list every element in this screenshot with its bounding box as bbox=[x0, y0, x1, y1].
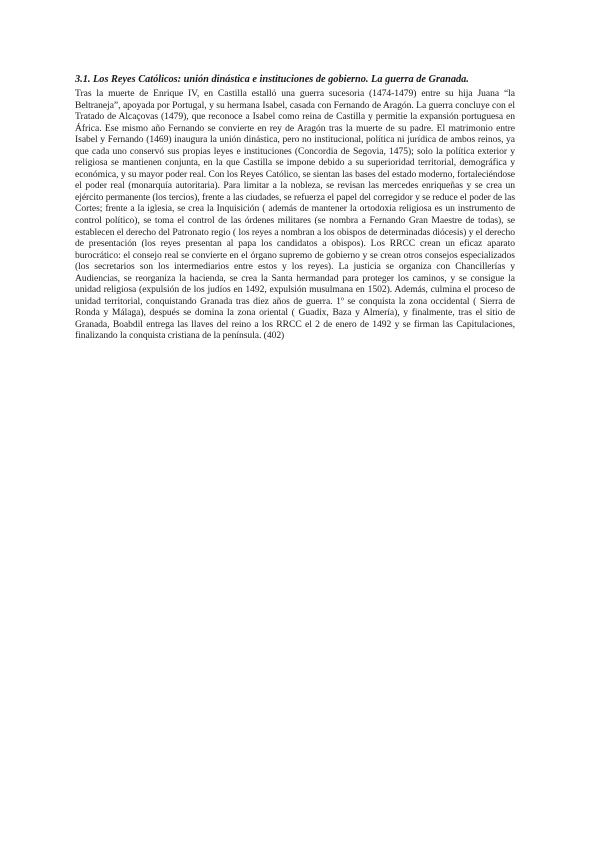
document-content bbox=[75, 73, 515, 342]
body-paragraph: Tras la muerte de Enrique IV, en Castilla estalló una guerra sucesoria (1474-1479) entre su hija Juana “la Beltraneja”, apoyada por Portugal, y su hermana Isabel, casada con Fernando de Aragón. La guerra concluye con el Tratado de Alcaçovas (1479), que reconoce a Isabel como reina de Castilla y permitie la expansión portuguesa en África. Ese mismo año Fernando se convierte en rey de Aragón tras la muerte de su padre. El matrimonio entre Isabel y Fernando (1469) inaugura la unión dinástica, pero no institucional, política ni jurídica de ambos reinos, ya que cada uno conservó sus propias leyes e instituciones (Concordia de Segovia, 1475); solo la política exterior y religiosa se mantienen conjunta, en la que Castilla se impone debido a su superioridad territorial, demográfica y económica, y su mayor poder real. Con los Reyes Católico, se sientan las bases del estado moderno, fortaleciéndose el poder real (monarquía autoritaria). Para limitar a la nobleza, se revisan las mercedes enriqueñas y se crea un ejército permanente (los tercios), frente a las ciudades, se refuerza el papel del corregidor y se reduce el poder de las Cortes; frente a la iglesia, se crea la Inquisición ( además de mantener la ortodoxia religiosa es un instrumento de control político), se toma el control de las órdenes militares (se nombra a Fernando Gran Maestre de todas), se establecen el derecho del Patronato regio ( los reyes a nombran a los obispos de determinadas diócesis) y el derecho de presentación (los reyes presentan al papa los candidatos a obispos). Los RRCC crean un eficaz aparato burocrático: el consejo real se convierte en el órgano supremo de gobierno y se crean otros consejos especializados (los secretarios son los intermediarios entre estos y los reyes). La justicia se organiza con Chancillerías y Audiencias, se reorganiza la hacienda, se crea la Santa hermandad para proteger los caminos, y se consigue la unidad religiosa (expulsión de los judíos en 1492, expulsión musulmana en 1502). Además, culmina el proceso de unidad territorial, conquistando Granada tras diez años de guerra. 1º se conquista la zona occidental ( Sierra de Ronda y Málaga), después se domina la zona oriental ( Guadix, Baza y Almería), y finalmente, tras el sitio de Granada, Boabdil entrega las llaves del reino a los RRCC el 2 de enero de 1492 y se firman las Capitulaciones, finalizando la conquista cristiana de la península. (402) bbox=[75, 88, 515, 342]
section-heading: 3.1. Los Reyes Católicos: unión dinástica e instituciones de gobierno. La guerra de Granada. bbox=[75, 74, 469, 85]
